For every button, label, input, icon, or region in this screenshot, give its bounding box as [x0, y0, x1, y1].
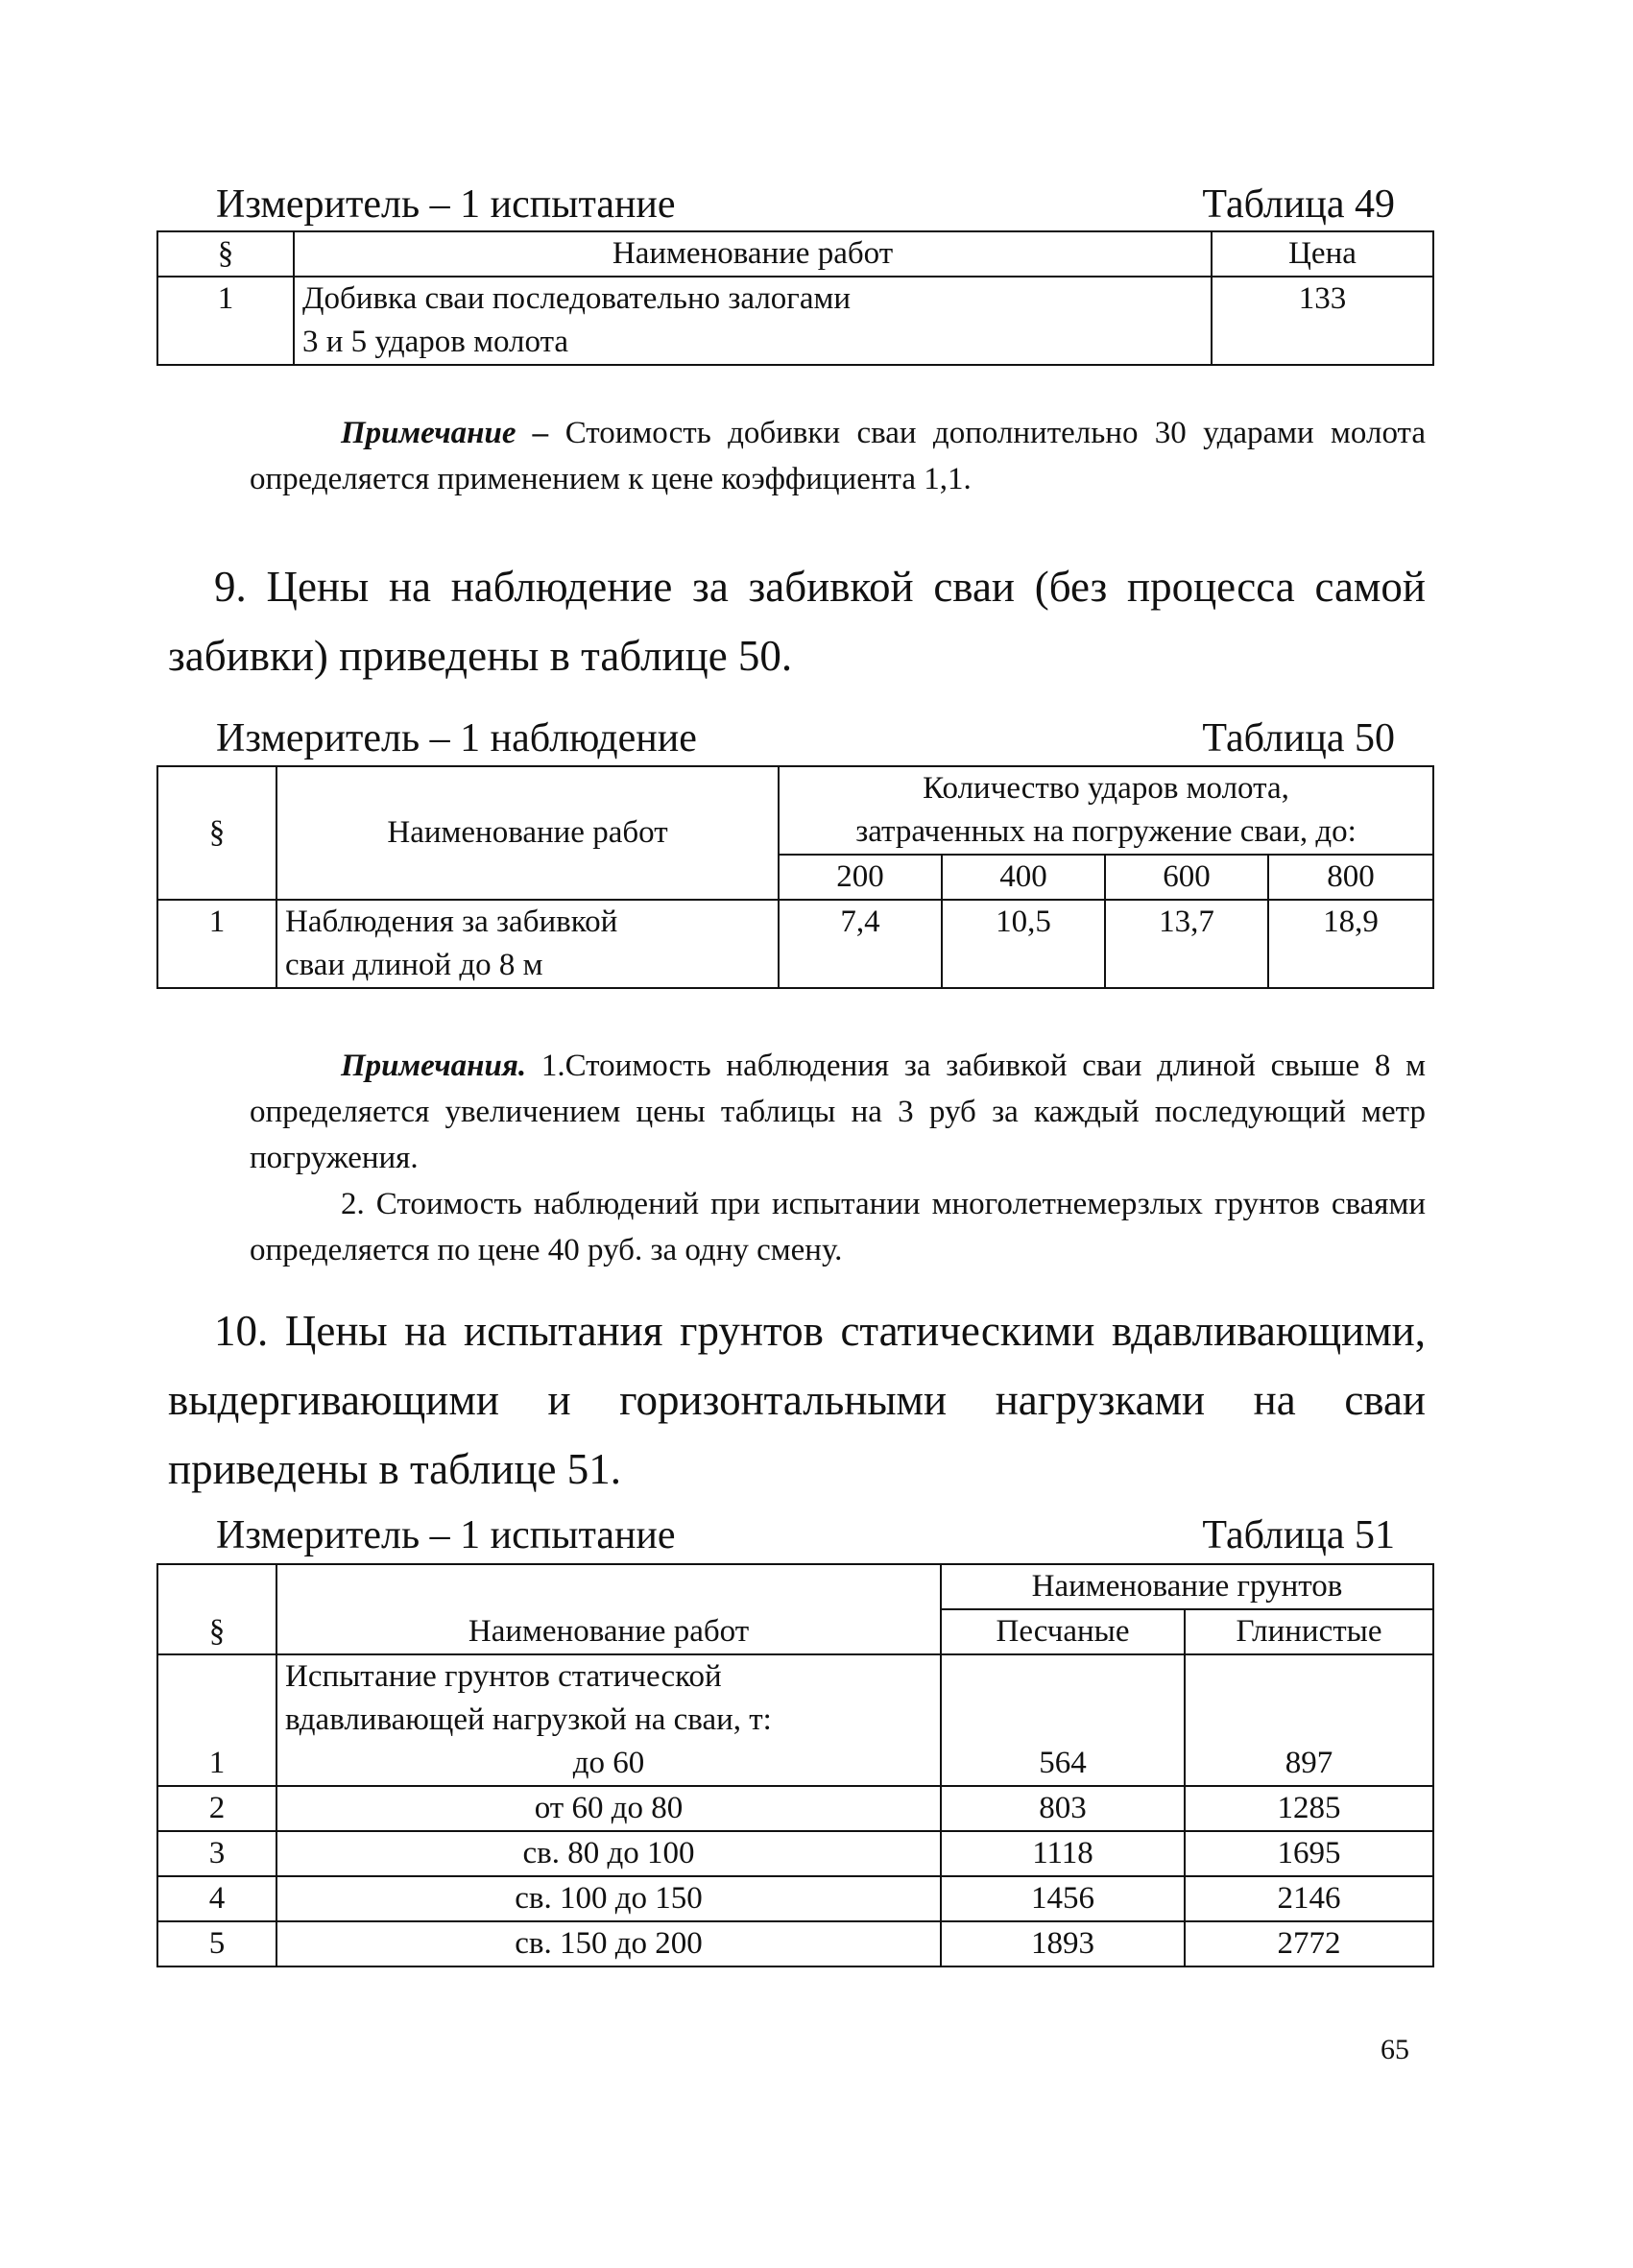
load-range: св. 100 до 150 [276, 1876, 941, 1921]
subheader-cell: 400 [942, 855, 1105, 900]
sand-price: 803 [941, 1786, 1185, 1831]
note-label: Примечание – [341, 416, 549, 450]
value-cell: 10,5 [942, 900, 1105, 988]
table-row [157, 1921, 1433, 1966]
row-number: 5 [157, 1921, 276, 1966]
table50-note-2: 2. Стоимость наблюдений при испытании многолетнемерзлых грунтов сваями определяется по цене 40 руб. за одну смену. [250, 1187, 1426, 1267]
note-text: 1.Стоимость наблюдения за забивкой сваи длиной свыше 8 м определяется увеличением цены таблицы на 3 руб за каждый последующий метр погружения. [250, 1049, 1426, 1175]
table50-label: Таблица 50 [1202, 716, 1395, 760]
load-range: св. 150 до 200 [276, 1921, 941, 1966]
paragraph-10: 10. Цены на испытания грунтов статическими вдавливающими, выдергивающими и горизонтальными нагрузками на сваи приведены в таблице 51. [168, 1307, 1426, 1493]
subheader-cell: 600 [1105, 855, 1268, 900]
table50-note-1 [250, 1043, 1426, 1181]
header-cell: Наименование работ [294, 231, 1212, 277]
value-cell: 18,9 [1268, 900, 1433, 988]
table-row [157, 900, 1433, 988]
price-cell: 133 [1212, 277, 1433, 365]
table-header-row [157, 1564, 1433, 1609]
table51 [156, 1563, 1434, 1967]
clay-price: 1285 [1185, 1786, 1433, 1831]
header-cell: § [157, 766, 276, 900]
paragraph-9: 9. Цены на наблюдение за забивкой сваи (без процесса самой забивки) приведены в таблице 50. [168, 563, 1426, 680]
table-header-row [157, 231, 1433, 277]
notes-label: Примечания. [341, 1049, 527, 1083]
load-range: до 60 [572, 1746, 645, 1780]
work-name [276, 1654, 941, 1786]
header-cell: § [157, 231, 294, 277]
subheader-cell: Глинистые [1185, 1609, 1433, 1654]
clay-price: 2146 [1185, 1876, 1433, 1921]
subheader-cell: Песчаные [941, 1609, 1185, 1654]
group-title-line: Испытание грунтов статической [285, 1659, 722, 1694]
row-number: 1 [157, 900, 276, 988]
header-line: Количество ударов молота, [923, 771, 1289, 806]
table-row [157, 1654, 1433, 1786]
note-text: Стоимость добивки сваи дополнительно 30 ударами молота определяется применением к цене коэффициента 1,1. [250, 416, 1427, 496]
row-number: 3 [157, 1831, 276, 1876]
row-number: 2 [157, 1786, 276, 1831]
header-cell: Наименование работ [276, 766, 779, 900]
table49-label: Таблица 49 [1202, 182, 1395, 227]
table50-caption [216, 718, 1395, 759]
group-title-line: вдавливающей нагрузкой на сваи, т: [285, 1702, 772, 1737]
row-number: 1 [157, 277, 294, 365]
table49-caption [216, 184, 1395, 225]
table51-caption [216, 1515, 1395, 1556]
load-range: св. 80 до 100 [276, 1831, 941, 1876]
table49-note [250, 410, 1426, 502]
work-name-line: сваи длиной до 8 м [285, 948, 543, 982]
table50-meter: Измеритель – 1 наблюдение [216, 716, 697, 760]
header-group-cell [779, 766, 1433, 855]
subheader-cell: 200 [779, 855, 942, 900]
table51-meter: Измеритель – 1 испытание [216, 1513, 676, 1557]
value-cell: 7,4 [779, 900, 942, 988]
header-cell: Цена [1212, 231, 1433, 277]
row-number: 4 [157, 1876, 276, 1921]
sand-price: 1118 [941, 1831, 1185, 1876]
work-name [276, 900, 779, 988]
work-name-line: Наблюдения за забивкой [285, 905, 618, 939]
table-row [157, 1786, 1433, 1831]
table-row [157, 277, 1433, 365]
table51-label: Таблица 51 [1202, 1513, 1395, 1557]
table-row [157, 1831, 1433, 1876]
page-number: 65 [1381, 2034, 1409, 2065]
clay-price: 2772 [1185, 1921, 1433, 1966]
sand-price: 1893 [941, 1921, 1185, 1966]
work-name [294, 277, 1212, 365]
sand-price: 1456 [941, 1876, 1185, 1921]
table49 [156, 230, 1434, 366]
header-cell: Наименование работ [276, 1564, 941, 1654]
work-name-line: 3 и 5 ударов молота [302, 325, 569, 359]
header-cell: § [157, 1564, 276, 1654]
sand-price: 564 [941, 1654, 1185, 1786]
header-group-cell: Наименование грунтов [941, 1564, 1433, 1609]
value-cell: 13,7 [1105, 900, 1268, 988]
table50 [156, 765, 1434, 989]
table49-meter: Измеритель – 1 испытание [216, 182, 676, 227]
table-header-row [157, 766, 1433, 855]
work-name-line: Добивка сваи последовательно залогами [302, 281, 852, 316]
clay-price: 1695 [1185, 1831, 1433, 1876]
load-range: от 60 до 80 [276, 1786, 941, 1831]
header-line: затраченных на погружение сваи, до: [855, 814, 1357, 849]
row-number: 1 [157, 1654, 276, 1786]
table-row [157, 1876, 1433, 1921]
clay-price: 897 [1185, 1654, 1433, 1786]
subheader-cell: 800 [1268, 855, 1433, 900]
